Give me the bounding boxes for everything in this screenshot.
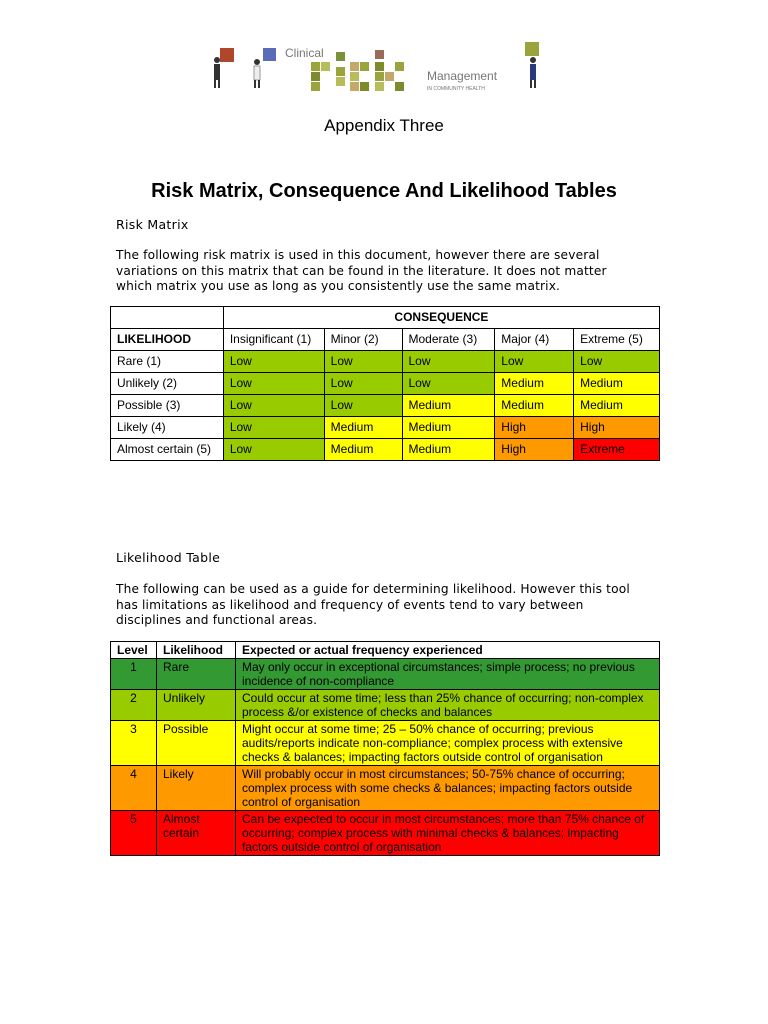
consequence-header: CONSEQUENCE	[223, 307, 659, 329]
likelihood-intro-line: The following can be used as a guide for determining likelihood. However this tool	[116, 582, 630, 596]
likelihood-intro-line: disciplines and functional areas.	[116, 613, 318, 627]
likelihood-header: LIKELIHOOD	[111, 329, 224, 351]
risk-cell: Low	[574, 351, 660, 373]
table-row	[111, 329, 660, 351]
table-row	[111, 642, 660, 659]
risk-matrix-intro-line: which matrix you use as long as you consistently use the same matrix.	[116, 279, 561, 293]
description-cell: Could occur at some time; less than 25% chance of occurring; non-complex process &/or existence of checks and balances	[236, 690, 660, 721]
table-row	[111, 351, 660, 373]
column-header: Expected or actual frequency experienced	[236, 642, 660, 659]
risk-cell: Extreme	[574, 439, 660, 461]
risk-cell: Low	[223, 417, 324, 439]
logo-graphic	[205, 40, 545, 96]
likelihood-cell: Possible	[157, 721, 236, 766]
risk-cell: Low	[223, 373, 324, 395]
svg-text:IN COMMUNITY HEALTH: IN COMMUNITY HEALTH	[427, 86, 485, 92]
risk-cell: Low	[402, 351, 495, 373]
table-row	[111, 721, 660, 766]
risk-cell: Medium	[402, 395, 495, 417]
risk-cell: Medium	[402, 417, 495, 439]
row-header: Likely (4)	[111, 417, 224, 439]
risk-cell: Low	[223, 351, 324, 373]
description-cell: Might occur at some time; 25 – 50% chance of occurring; previous audits/reports indicate non-compliance; complex process with extensive checks & balances; impacting factors outside control of organisation	[236, 721, 660, 766]
row-header: Almost certain (5)	[111, 439, 224, 461]
svg-text:Management: Management	[427, 69, 498, 83]
risk-cell: Medium	[402, 439, 495, 461]
level-cell: 2	[111, 690, 157, 721]
risk-cell: Low	[495, 351, 574, 373]
risk-cell: Medium	[574, 395, 660, 417]
description-cell: Can be expected to occur in most circumstances; more than 75% chance of occurring; complex process with minimal checks & balances; impacting factors outside control of organisation	[236, 811, 660, 856]
column-header: Moderate (3)	[402, 329, 495, 351]
likelihood-cell: Unlikely	[157, 690, 236, 721]
risk-matrix-intro-line: The following risk matrix is used in this document, however there are several	[116, 248, 600, 262]
risk-cell: Low	[402, 373, 495, 395]
column-header: Level	[111, 642, 157, 659]
table-row	[111, 373, 660, 395]
column-header: Major (4)	[495, 329, 574, 351]
risk-matrix-intro	[116, 248, 676, 295]
table-row	[111, 307, 660, 329]
description-cell: Will probably occur in most circumstances; 50-75% chance of occurring; complex process with some checks & balances; impacting factors outside control of organisation	[236, 766, 660, 811]
level-cell: 3	[111, 721, 157, 766]
risk-cell: Medium	[495, 395, 574, 417]
likelihood-intro-line: has limitations as likelihood and frequency of events tend to vary between	[116, 597, 584, 612]
table-row	[111, 766, 660, 811]
risk-cell: High	[495, 417, 574, 439]
risk-matrix-intro-line: variations on this matrix that can be found in the literature. It does not matter	[116, 263, 607, 278]
column-header: Likelihood	[157, 642, 236, 659]
risk-cell: Low	[223, 395, 324, 417]
likelihood-cell: Likely	[157, 766, 236, 811]
level-cell: 1	[111, 659, 157, 690]
row-header: Rare (1)	[111, 351, 224, 373]
risk-cell: Low	[324, 351, 402, 373]
table-row	[111, 395, 660, 417]
row-header: Unlikely (2)	[111, 373, 224, 395]
risk-cell: Medium	[574, 373, 660, 395]
clinical-risk-management-logo	[205, 40, 545, 96]
level-cell: 4	[111, 766, 157, 811]
risk-cell: Medium	[495, 373, 574, 395]
risk-matrix-heading: Risk Matrix	[116, 217, 189, 232]
likelihood-table	[110, 641, 660, 856]
risk-cell: High	[495, 439, 574, 461]
risk-cell: Medium	[324, 417, 402, 439]
page-title: Risk Matrix, Consequence And Likelihood Tables	[151, 180, 617, 202]
risk-matrix-table	[110, 306, 660, 461]
likelihood-table-heading: Likelihood Table	[116, 550, 221, 565]
risk-cell: High	[574, 417, 660, 439]
column-header: Extreme (5)	[574, 329, 660, 351]
appendix-label: Appendix Three	[324, 116, 444, 135]
risk-cell: Low	[324, 395, 402, 417]
table-row	[111, 659, 660, 690]
risk-cell: Low	[324, 373, 402, 395]
table-row	[111, 811, 660, 856]
column-header: Minor (2)	[324, 329, 402, 351]
column-header: Insignificant (1)	[223, 329, 324, 351]
level-cell: 5	[111, 811, 157, 856]
description-cell: May only occur in exceptional circumstances; simple process; no previous incidence of non-compliance	[236, 659, 660, 690]
table-cell	[111, 307, 224, 329]
likelihood-cell: Rare	[157, 659, 236, 690]
table-row	[111, 690, 660, 721]
row-header: Possible (3)	[111, 395, 224, 417]
svg-text:Clinical: Clinical	[285, 46, 324, 60]
table-row	[111, 417, 660, 439]
likelihood-cell: Almost certain	[157, 811, 236, 856]
likelihood-intro	[116, 582, 676, 629]
risk-cell: Low	[223, 439, 324, 461]
table-row	[111, 439, 660, 461]
risk-cell: Medium	[324, 439, 402, 461]
